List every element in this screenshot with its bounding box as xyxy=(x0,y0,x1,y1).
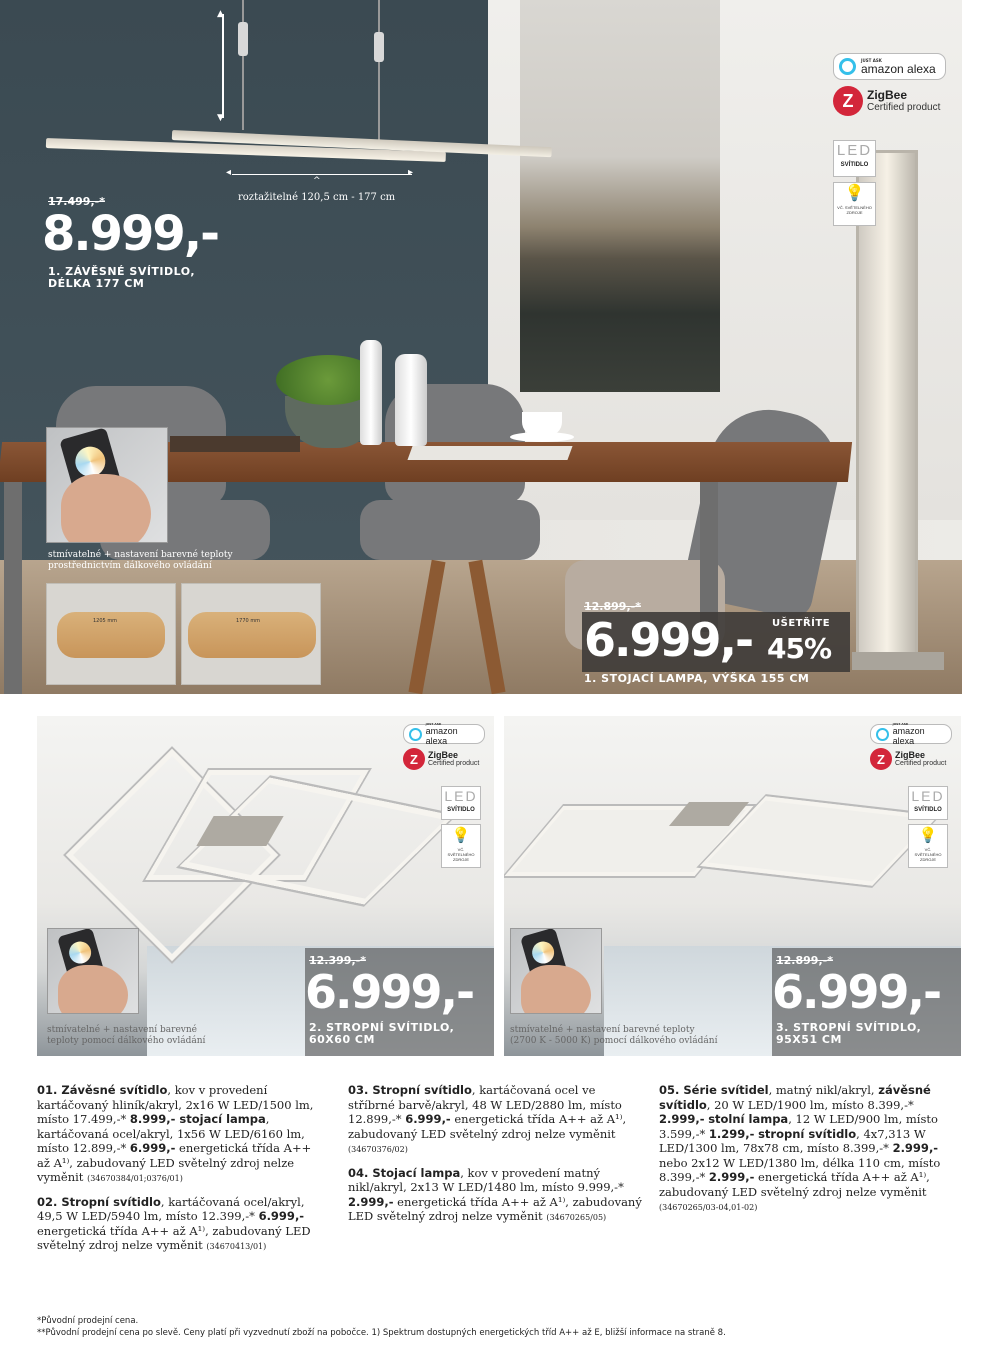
remote-photo xyxy=(46,427,168,543)
bulb-icon: 💡 xyxy=(844,185,865,202)
table-leg xyxy=(700,482,718,632)
product-caption: 1. ZÁVĚSNÉ SVÍTIDLO, DÉLKA 177 CM xyxy=(48,265,196,290)
price: 8.999,- xyxy=(42,206,218,262)
product-caption: 3. STROPNÍ SVÍTIDLO, 95X51 CM xyxy=(776,1021,922,1046)
old-price: 12.899,-* xyxy=(776,954,833,967)
bulb-badge: 💡 VČ. SVĚTELNÉHO ZDROJE xyxy=(833,182,876,226)
bottle xyxy=(360,340,382,445)
product-description: 01. Závěsné svítidlo, kov v provedení kartáčovaný hliník/akryl, 2x16 W LED/1500 lm, místo 17.499,-* 8.999,- stojací lampa, kartáčovaná ocel/akryl, 1x56 W LED/6160 lm, místo 12.899,-* 6.999,- energetická třída A++ až A¹⁾, zabudovaný LED světelný zdroj nelze vyměnit (34670384/01;0376/01) xyxy=(37,1083,314,1184)
alexa-badge: JUST ASK amazon alexa xyxy=(833,53,946,80)
extent-label: roztažitelné 120,5 cm - 177 cm xyxy=(238,192,396,203)
arrow-down-icon: ▼ xyxy=(217,113,224,123)
wire-holder xyxy=(238,22,248,56)
bulb-badge: 💡 VČ. SVĚTELNÉHO ZDROJE xyxy=(908,824,948,868)
table-plan-long xyxy=(181,583,321,685)
save-label: UŠETŘÍTE xyxy=(772,618,831,629)
product-description: 02. Stropní svítidlo, kartáčovaná ocel/akryl, 49,5 W LED/5940 lm, místo 12.399,-* 6.999,- energetická třída A++ až A¹⁾, zabudovaný LED světelný zdroj nelze vyměnit (34670413/01) xyxy=(37,1194,311,1252)
hand xyxy=(58,965,128,1014)
price: 6.999,- xyxy=(772,965,941,1019)
painting xyxy=(520,0,720,392)
suspension-wire xyxy=(242,0,244,130)
remote-note: stmívatelné + nastavení barevné teploty prostřednictvím dálkového ovládání xyxy=(48,550,233,571)
alexa-icon xyxy=(839,58,856,75)
save-percent: 45% xyxy=(767,632,832,665)
remote-note: stmívatelné + nastavení barevné teploty pomocí dálkového ovládání xyxy=(47,1025,206,1046)
height-arrow xyxy=(222,14,224,118)
product-description: 05. Série svítidel, matný nikl/akryl, závěsné svítidlo, 20 W LED/1900 lm, místo 8.399,-* 2.999,- stolní lampa, 12 W LED/900 lm, místo 3.599,-* 1.299,- stropní svítidlo, 4x7,313 W LED/1300 lm, 78x78 cm, místo 8.399,-* 2.999,- nebo 2x12 W LED/1380 lm, délka 110 cm, místo 8.399,-* 2.999,- energetická třída A++ až A¹⁾, zabudovaný LED světelný zdroj nelze vyměnit (34670265/03-04,01-02) xyxy=(659,1083,941,1212)
product-caption: 2. STROPNÍ SVÍTIDLO, 60X60 CM xyxy=(309,1021,455,1046)
arrow-right-icon: ▸ xyxy=(408,167,414,178)
extent-arrow xyxy=(232,174,412,175)
footnote: *Původní prodejní cena. xyxy=(37,1316,139,1326)
alexa-badge: JUST ASK amazon alexa xyxy=(403,724,485,744)
alexa-icon xyxy=(876,728,889,741)
zigbee-icon: Z xyxy=(403,748,425,770)
description-column-3 xyxy=(659,1083,961,1224)
old-price: 17.499,-* xyxy=(48,195,105,208)
old-price: 12.399,-* xyxy=(309,954,366,967)
table-plan-short xyxy=(46,583,176,685)
led-badge: LED SVÍTIDLO xyxy=(833,140,876,177)
description-column-1 xyxy=(37,1083,327,1263)
arrow-left-icon: ◂ xyxy=(226,167,232,178)
zigbee-icon: Z xyxy=(870,748,892,770)
ceiling-light-photo-b xyxy=(504,716,961,1056)
hero-image xyxy=(0,0,962,694)
remote-photo xyxy=(47,928,139,1014)
led-badge: LED SVÍTIDLO xyxy=(908,786,948,820)
zigbee-icon: Z xyxy=(833,86,863,116)
footnote: **Původní prodejní cena po slevě. Ceny platí při vyzvednutí zboží na pobočce. 1) Spektrum dostupných energetických tříd A++ až E, bližší informace na straně 8. xyxy=(37,1328,726,1338)
books xyxy=(170,436,300,452)
plan-dimension: 1770 mm xyxy=(236,618,261,624)
magazine xyxy=(407,446,572,460)
price: 6.999,- xyxy=(305,965,474,1019)
zigbee-badge: Z ZigBee Certified product xyxy=(870,748,946,770)
color-wheel-icon xyxy=(530,939,557,966)
wire-holder xyxy=(374,32,384,62)
chair-seat xyxy=(360,500,540,560)
color-wheel-icon xyxy=(67,939,94,966)
hand xyxy=(521,965,591,1014)
ceiling-light-photo-a xyxy=(37,716,494,1056)
alexa-badge: JUST ASK amazon alexa xyxy=(870,724,952,744)
zigbee-badge: Z ZigBee Certified product xyxy=(403,748,479,770)
footnotes xyxy=(37,1315,957,1339)
old-price: 12.899,-* xyxy=(584,600,641,613)
suspension-wire xyxy=(378,0,380,140)
hand xyxy=(61,474,151,543)
alexa-icon xyxy=(409,728,422,741)
bulb-icon: 💡 xyxy=(918,827,938,844)
caret-up-icon: ^ xyxy=(313,176,321,186)
remote-photo xyxy=(510,928,602,1014)
bulb-badge: 💡 VČ. SVĚTELNÉHO ZDROJE xyxy=(441,824,481,868)
remote-note: stmívatelné + nastavení barevné teploty (2700 K - 5000 K) pomocí dálkového ovládání xyxy=(510,1025,718,1046)
led-badge: LED SVÍTIDLO xyxy=(441,786,481,820)
zigbee-badge: Z ZigBee Certified product xyxy=(833,86,940,116)
price: 6.999,- xyxy=(584,613,753,667)
arrow-up-icon: ▲ xyxy=(217,9,224,19)
table-leg xyxy=(4,482,22,694)
product-description: 04. Stojací lampa, kov v provedení matný nikl/akryl, 2x13 W LED/1480 lm, místo 9.999,-* 2.999,- energetická třída A++ až A¹⁾, zabudovaný LED světelný zdroj nelze vyměnit (34670265/05) xyxy=(348,1165,642,1223)
description-column-2 xyxy=(348,1083,642,1234)
floor-lamp-base xyxy=(852,652,944,670)
floor-lamp xyxy=(856,150,918,660)
bulb-icon: 💡 xyxy=(451,827,471,844)
vase xyxy=(395,354,427,446)
product-caption: 1. STOJACÍ LAMPA, VÝŠKA 155 CM xyxy=(584,672,810,685)
plan-dimension: 1205 mm xyxy=(93,618,118,624)
product-description: 03. Stropní svítidlo, kartáčovaná ocel ve stříbrné barvě/akryl, 48 W LED/2880 lm, místo 12.899,-* 6.999,- energetická třída A++ až A¹⁾, zabudovaný LED světelný zdroj nelze vyměnit (34670376/02) xyxy=(348,1083,627,1154)
coffee-cup xyxy=(522,412,562,436)
